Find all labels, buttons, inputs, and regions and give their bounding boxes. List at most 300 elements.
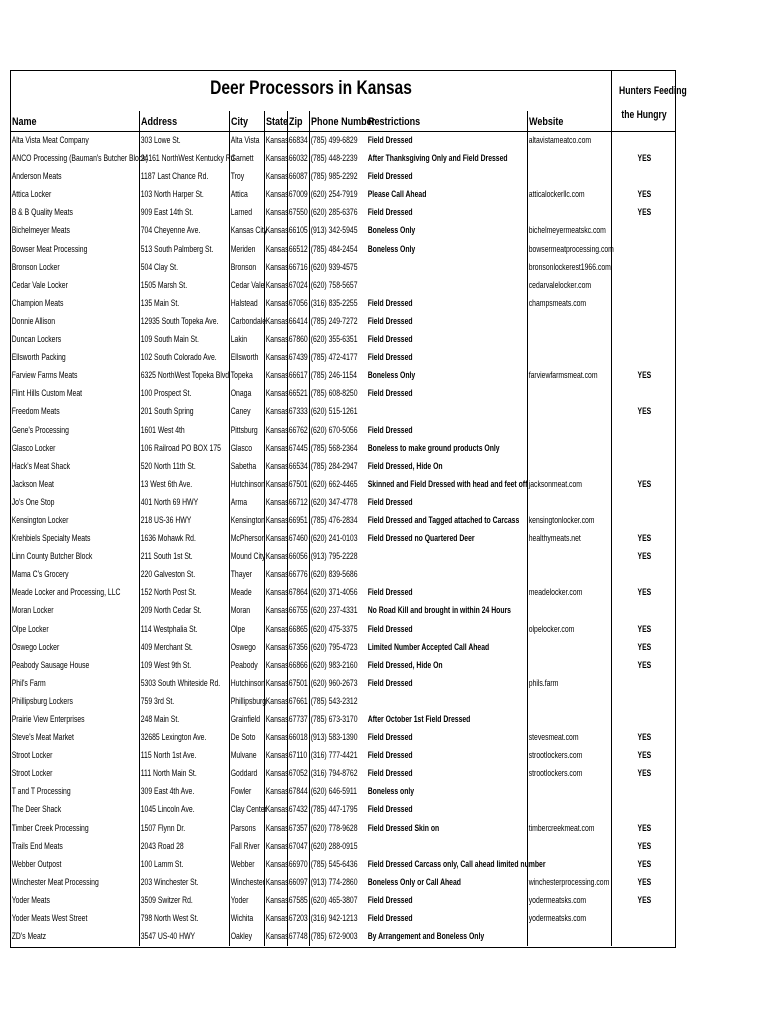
cell-city: Mulvane bbox=[229, 747, 264, 765]
cell-state: Kansas bbox=[264, 349, 287, 367]
cell-phone: (785) 484-2454 bbox=[309, 241, 367, 259]
cell-phone: (620) 475-3375 bbox=[309, 621, 367, 639]
cell-city: Phillipsburg bbox=[229, 693, 264, 711]
cell-phone: (620) 646-5911 bbox=[309, 783, 367, 801]
cell-website bbox=[527, 331, 611, 349]
cell-state: Kansas bbox=[264, 313, 287, 331]
table-row bbox=[11, 693, 676, 711]
cell-name: Jo's One Stop bbox=[11, 496, 55, 508]
cell-hfh: YES bbox=[611, 820, 676, 838]
cell-name: B & B Quality Meats bbox=[11, 207, 73, 219]
cell-state: Kansas bbox=[264, 657, 287, 675]
header-zip: Zip bbox=[287, 111, 309, 131]
cell-name: ZD's Meatz bbox=[11, 931, 47, 943]
cell-hfh bbox=[611, 222, 676, 240]
cell-phone: (785) 545-6436 bbox=[309, 856, 367, 874]
cell-name: Meade Locker and Processing, LLC bbox=[11, 587, 121, 599]
cell-state: Kansas bbox=[264, 729, 287, 747]
cell-restrictions: Field Dressed bbox=[367, 750, 413, 762]
cell-zip: 66617 bbox=[287, 367, 309, 385]
cell-city: Glasco bbox=[229, 440, 264, 458]
cell-address: 220 Galveston St. bbox=[139, 566, 229, 584]
cell-state: Kansas bbox=[264, 458, 287, 476]
cell-name: Duncan Lockers bbox=[11, 334, 62, 346]
cell-hfh bbox=[611, 132, 676, 150]
cell-hfh: YES bbox=[611, 838, 676, 856]
cell-address: 211 South 1st St. bbox=[139, 548, 229, 566]
cell-restrictions: No Road Kill and brought in within 24 Hours bbox=[367, 605, 511, 617]
cell-city: Yoder bbox=[229, 892, 264, 910]
cell-city: Mound City bbox=[229, 548, 264, 566]
cell-address: 135 Main St. bbox=[139, 295, 229, 313]
cell-restrictions bbox=[367, 693, 527, 711]
table-body bbox=[11, 132, 676, 946]
cell-name: Cedar Vale Locker bbox=[11, 279, 68, 291]
header-restrictions: Restrictions bbox=[368, 116, 421, 128]
cell-address: 218 US-36 HWY bbox=[139, 512, 229, 530]
cell-address: 114 Westphalia St. bbox=[139, 621, 229, 639]
cell-name: Stroot Locker bbox=[11, 750, 53, 762]
cell-restrictions: Field Dressed bbox=[367, 171, 413, 183]
cell-restrictions: Field Dressed bbox=[367, 297, 413, 309]
cell-hfh bbox=[611, 711, 676, 729]
cell-restrictions: Boneless only bbox=[367, 786, 415, 798]
cell-restrictions: Field Dressed bbox=[367, 424, 413, 436]
cell-phone: (620) 983-2160 bbox=[309, 657, 367, 675]
cell-address: 32685 Lexington Ave. bbox=[139, 729, 229, 747]
cell-state: Kansas bbox=[264, 259, 287, 277]
cell-phone: (620) 795-4723 bbox=[309, 639, 367, 657]
cell-zip: 67333 bbox=[287, 403, 309, 421]
cell-name: Yoder Meats bbox=[11, 894, 50, 906]
cell-city: Garnett bbox=[229, 150, 264, 168]
header-state: State bbox=[264, 111, 287, 131]
cell-hfh: YES bbox=[611, 657, 676, 675]
cell-address: 109 South Main St. bbox=[139, 331, 229, 349]
cell-city: Carbondale bbox=[229, 313, 264, 331]
cell-website: olpelocker.com bbox=[527, 621, 611, 639]
table-row bbox=[11, 530, 676, 548]
cell-zip: 67844 bbox=[287, 783, 309, 801]
cell-address: 504 Clay St. bbox=[139, 259, 229, 277]
cell-city: Kensington bbox=[229, 512, 264, 530]
hunters-feeding-header-line1: Hunters Feeding bbox=[619, 85, 687, 97]
cell-zip: 66534 bbox=[287, 458, 309, 476]
cell-website: atticalockerllc.com bbox=[527, 186, 611, 204]
cell-zip: 67460 bbox=[287, 530, 309, 548]
cell-address: 5303 South Whiteside Rd. bbox=[139, 675, 229, 693]
cell-zip: 66834 bbox=[287, 132, 309, 150]
cell-name: Moran Locker bbox=[11, 605, 54, 617]
cell-state: Kansas bbox=[264, 494, 287, 512]
table-row bbox=[11, 657, 676, 675]
cell-zip: 66056 bbox=[287, 548, 309, 566]
cell-city: Thayer bbox=[229, 566, 264, 584]
cell-phone: (785) 249-7272 bbox=[309, 313, 367, 331]
cell-hfh bbox=[611, 349, 676, 367]
table-row bbox=[11, 584, 676, 602]
cell-hfh: YES bbox=[611, 548, 676, 566]
cell-address: 3547 US-40 HWY bbox=[139, 928, 229, 946]
cell-name: Bichelmeyer Meats bbox=[11, 225, 70, 237]
cell-name: Alta Vista Meat Company bbox=[11, 135, 89, 146]
cell-zip: 67356 bbox=[287, 639, 309, 657]
cell-name: Kensington Locker bbox=[11, 514, 69, 526]
cell-hfh bbox=[611, 241, 676, 259]
cell-city: Troy bbox=[229, 168, 264, 186]
cell-hfh: YES bbox=[611, 892, 676, 910]
table-row bbox=[11, 765, 676, 783]
cell-hfh bbox=[611, 693, 676, 711]
cell-address: 520 North 11th St. bbox=[139, 458, 229, 476]
cell-zip: 66866 bbox=[287, 657, 309, 675]
cell-restrictions: Field Dressed bbox=[367, 623, 413, 635]
cell-website: bowsermeatprocessing.com bbox=[527, 241, 611, 259]
title-row bbox=[11, 71, 611, 111]
table-row bbox=[11, 132, 676, 150]
cell-website: yodermeatsks.com bbox=[527, 892, 611, 910]
cell-address: 111 North Main St. bbox=[139, 765, 229, 783]
cell-phone: (620) 778-9628 bbox=[309, 820, 367, 838]
cell-name: Attica Locker bbox=[11, 189, 52, 201]
cell-name: Trails End Meats bbox=[11, 840, 63, 852]
cell-city: Grainfield bbox=[229, 711, 264, 729]
cell-address: 3509 Switzer Rd. bbox=[139, 892, 229, 910]
table-row bbox=[11, 494, 676, 512]
table-row bbox=[11, 150, 676, 168]
cell-city: Alta Vista bbox=[229, 132, 264, 150]
cell-state: Kansas bbox=[264, 566, 287, 584]
cell-state: Kansas bbox=[264, 928, 287, 946]
cell-website bbox=[527, 801, 611, 819]
table-row bbox=[11, 801, 676, 819]
cell-phone: (620) 960-2673 bbox=[309, 675, 367, 693]
cell-website: strootlockers.com bbox=[527, 747, 611, 765]
cell-website: jacksonmeat.com bbox=[527, 476, 611, 494]
cell-address: 201 South Spring bbox=[139, 403, 229, 421]
cell-zip: 67203 bbox=[287, 910, 309, 928]
cell-city: Oakley bbox=[229, 928, 264, 946]
cell-hfh bbox=[611, 566, 676, 584]
cell-name: Timber Creek Processing bbox=[11, 822, 89, 834]
cell-phone: (620) 839-5686 bbox=[309, 566, 367, 584]
table-row bbox=[11, 838, 676, 856]
cell-zip: 67432 bbox=[287, 801, 309, 819]
cell-city: McPherson bbox=[229, 530, 264, 548]
cell-zip: 66970 bbox=[287, 856, 309, 874]
cell-hfh bbox=[611, 295, 676, 313]
cell-hfh bbox=[611, 168, 676, 186]
table-row bbox=[11, 186, 676, 204]
cell-website bbox=[527, 385, 611, 403]
cell-zip: 67445 bbox=[287, 440, 309, 458]
cell-city: Wichita bbox=[229, 910, 264, 928]
cell-state: Kansas bbox=[264, 512, 287, 530]
cell-hfh: YES bbox=[611, 584, 676, 602]
cell-city: Onaga bbox=[229, 385, 264, 403]
cell-address: 24161 NorthWest Kentucky Rd bbox=[139, 150, 229, 168]
cell-restrictions: Field Dressed and Tagged attached to Carcass bbox=[367, 514, 520, 526]
table-row bbox=[11, 403, 676, 421]
table-row bbox=[11, 820, 676, 838]
cell-city: Goddard bbox=[229, 765, 264, 783]
cell-phone: (620) 347-4778 bbox=[309, 494, 367, 512]
cell-address: 115 North 1st Ave. bbox=[139, 747, 229, 765]
cell-restrictions: Field Dressed bbox=[367, 315, 413, 327]
table-row bbox=[11, 476, 676, 494]
cell-city: Kansas City bbox=[229, 222, 264, 240]
header-phone: Phone Number bbox=[309, 111, 367, 131]
cell-zip: 66105 bbox=[287, 222, 309, 240]
table-row bbox=[11, 602, 676, 620]
cell-city: Caney bbox=[229, 403, 264, 421]
table-row bbox=[11, 440, 676, 458]
cell-name: ANCO Processing (Bauman's Butcher Block) bbox=[11, 153, 148, 165]
cell-address: 1045 Lincoln Ave. bbox=[139, 801, 229, 819]
cell-restrictions: Field Dressed bbox=[367, 352, 413, 364]
cell-hfh: YES bbox=[611, 204, 676, 222]
cell-city: Fall River bbox=[229, 838, 264, 856]
cell-hfh bbox=[611, 440, 676, 458]
table-row bbox=[11, 729, 676, 747]
cell-zip: 66762 bbox=[287, 422, 309, 440]
cell-state: Kansas bbox=[264, 693, 287, 711]
cell-state: Kansas bbox=[264, 892, 287, 910]
page-title: Deer Processors in Kansas bbox=[210, 78, 412, 99]
cell-city: Meriden bbox=[229, 241, 264, 259]
cell-name: Gene's Processing bbox=[11, 424, 69, 436]
cell-state: Kansas bbox=[264, 747, 287, 765]
cell-hfh bbox=[611, 783, 676, 801]
cell-website: stevesmeat.com bbox=[527, 729, 611, 747]
cell-state: Kansas bbox=[264, 820, 287, 838]
cell-restrictions bbox=[367, 277, 527, 295]
cell-hfh bbox=[611, 259, 676, 277]
table-row bbox=[11, 711, 676, 729]
cell-name: Phil's Farm bbox=[11, 677, 46, 689]
cell-address: 1601 West 4th bbox=[139, 422, 229, 440]
cell-state: Kansas bbox=[264, 838, 287, 856]
table-row bbox=[11, 910, 676, 928]
cell-website: kensingtonlocker.com bbox=[527, 512, 611, 530]
cell-name: Farview Farms Meats bbox=[11, 370, 78, 382]
cell-phone: (913) 342-5945 bbox=[309, 222, 367, 240]
cell-name: The Deer Shack bbox=[11, 804, 62, 816]
cell-hfh bbox=[611, 675, 676, 693]
cell-state: Kansas bbox=[264, 621, 287, 639]
cell-hfh bbox=[611, 494, 676, 512]
cell-restrictions: Field Dressed bbox=[367, 207, 413, 219]
cell-phone: (316) 777-4421 bbox=[309, 747, 367, 765]
cell-address: 1187 Last Chance Rd. bbox=[139, 168, 229, 186]
cell-website: champsmeats.com bbox=[527, 295, 611, 313]
cell-address: 209 North Cedar St. bbox=[139, 602, 229, 620]
cell-website bbox=[527, 440, 611, 458]
cell-city: Parsons bbox=[229, 820, 264, 838]
cell-website bbox=[527, 783, 611, 801]
cell-restrictions: Field Dressed bbox=[367, 768, 413, 780]
table-row bbox=[11, 367, 676, 385]
cell-website bbox=[527, 711, 611, 729]
cell-restrictions: After Thanksgiving Only and Field Dressed bbox=[367, 153, 508, 165]
table-row bbox=[11, 241, 676, 259]
cell-hfh: YES bbox=[611, 530, 676, 548]
cell-city: Meade bbox=[229, 584, 264, 602]
cell-state: Kansas bbox=[264, 204, 287, 222]
cell-name: Stroot Locker bbox=[11, 768, 53, 780]
table-row bbox=[11, 331, 676, 349]
cell-state: Kansas bbox=[264, 874, 287, 892]
cell-website: yodermeatsks.com bbox=[527, 910, 611, 928]
cell-state: Kansas bbox=[264, 277, 287, 295]
cell-website bbox=[527, 313, 611, 331]
cell-phone: (620) 237-4331 bbox=[309, 602, 367, 620]
cell-phone: (913) 583-1390 bbox=[309, 729, 367, 747]
cell-phone: (620) 662-4465 bbox=[309, 476, 367, 494]
cell-restrictions: Boneless Only bbox=[367, 225, 416, 237]
hunters-feeding-header-line2: the Hungry bbox=[621, 109, 667, 121]
cell-name: Bowser Meat Processing bbox=[11, 243, 88, 255]
cell-address: 109 West 9th St. bbox=[139, 657, 229, 675]
cell-hfh: YES bbox=[611, 856, 676, 874]
cell-name: Hack's Meat Shack bbox=[11, 460, 71, 472]
cell-address: 303 Lowe St. bbox=[139, 132, 229, 150]
cell-city: De Soto bbox=[229, 729, 264, 747]
cell-address: 409 Merchant St. bbox=[139, 639, 229, 657]
cell-website bbox=[527, 349, 611, 367]
cell-website: timbercreekmeat.com bbox=[527, 820, 611, 838]
cell-hfh: YES bbox=[611, 403, 676, 421]
cell-phone: (785) 673-3170 bbox=[309, 711, 367, 729]
cell-name: Olpe Locker bbox=[11, 623, 49, 635]
cell-zip: 67661 bbox=[287, 693, 309, 711]
cell-restrictions: By Arrangement and Boneless Only bbox=[367, 931, 485, 943]
cell-city: Lakin bbox=[229, 331, 264, 349]
cell-website bbox=[527, 548, 611, 566]
cell-hfh bbox=[611, 801, 676, 819]
cell-zip: 67110 bbox=[287, 747, 309, 765]
cell-zip: 66521 bbox=[287, 385, 309, 403]
cell-city: Arma bbox=[229, 494, 264, 512]
cell-zip: 67550 bbox=[287, 204, 309, 222]
cell-restrictions: Field Dressed bbox=[367, 677, 413, 689]
cell-phone: (620) 241-0103 bbox=[309, 530, 367, 548]
cell-name: Yoder Meats West Street bbox=[11, 913, 88, 925]
cell-restrictions: After October 1st Field Dressed bbox=[367, 714, 471, 725]
cell-hfh bbox=[611, 910, 676, 928]
table-row bbox=[11, 639, 676, 657]
cell-state: Kansas bbox=[264, 403, 287, 421]
cell-city: Cedar Vale bbox=[229, 277, 264, 295]
cell-website bbox=[527, 693, 611, 711]
cell-phone: (316) 942-1213 bbox=[309, 910, 367, 928]
cell-city: Bronson bbox=[229, 259, 264, 277]
cell-name: Krehbiels Specialty Meats bbox=[11, 533, 91, 545]
cell-state: Kansas bbox=[264, 295, 287, 313]
header-city: City bbox=[229, 111, 264, 131]
cell-hfh: YES bbox=[611, 150, 676, 168]
cell-address: 203 Winchester St. bbox=[139, 874, 229, 892]
cell-address: 100 Prospect St. bbox=[139, 385, 229, 403]
cell-state: Kansas bbox=[264, 530, 287, 548]
cell-state: Kansas bbox=[264, 367, 287, 385]
cell-name: Jackson Meat bbox=[11, 478, 54, 490]
cell-name: Glasco Locker bbox=[11, 442, 56, 454]
cell-zip: 67056 bbox=[287, 295, 309, 313]
cell-restrictions: Boneless Only or Call Ahead bbox=[367, 876, 461, 888]
cell-hfh: YES bbox=[611, 367, 676, 385]
cell-city: Hutchinson bbox=[229, 675, 264, 693]
processor-table bbox=[10, 70, 687, 948]
cell-name: Flint Hills Custom Meat bbox=[11, 388, 83, 400]
cell-zip: 67748 bbox=[287, 928, 309, 946]
cell-website bbox=[527, 204, 611, 222]
cell-name: Ellsworth Packing bbox=[11, 352, 66, 364]
cell-state: Kansas bbox=[264, 639, 287, 657]
cell-restrictions: Field Dressed, Hide On bbox=[367, 659, 443, 671]
cell-city: Topeka bbox=[229, 367, 264, 385]
cell-address: 102 South Colorado Ave. bbox=[139, 349, 229, 367]
cell-state: Kansas bbox=[264, 584, 287, 602]
cell-phone: (620) 758-5657 bbox=[309, 277, 367, 295]
cell-hfh bbox=[611, 313, 676, 331]
cell-name: Linn County Butcher Block bbox=[11, 551, 93, 563]
cell-zip: 66087 bbox=[287, 168, 309, 186]
table-row bbox=[11, 566, 676, 584]
cell-address: 13 West 6th Ave. bbox=[139, 476, 229, 494]
cell-address: 909 East 14th St. bbox=[139, 204, 229, 222]
cell-zip: 67864 bbox=[287, 584, 309, 602]
cell-hfh bbox=[611, 602, 676, 620]
header-website: Website bbox=[527, 111, 611, 131]
cell-website bbox=[527, 928, 611, 946]
cell-state: Kansas bbox=[264, 856, 287, 874]
cell-state: Kansas bbox=[264, 385, 287, 403]
cell-phone: (620) 939-4575 bbox=[309, 259, 367, 277]
table-row bbox=[11, 747, 676, 765]
cell-phone: (785) 476-2834 bbox=[309, 512, 367, 530]
cell-name: Champion Meats bbox=[11, 297, 64, 309]
cell-website: cedarvalelocker.com bbox=[527, 277, 611, 295]
cell-state: Kansas bbox=[264, 602, 287, 620]
cell-state: Kansas bbox=[264, 331, 287, 349]
cell-phone: (785) 672-9003 bbox=[309, 928, 367, 946]
cell-restrictions: Boneless Only bbox=[367, 243, 416, 255]
cell-hfh: YES bbox=[611, 186, 676, 204]
cell-address: 152 North Post St. bbox=[139, 584, 229, 602]
cell-hfh: YES bbox=[611, 874, 676, 892]
cell-name: Mama C's Grocery bbox=[11, 569, 69, 581]
cell-zip: 66755 bbox=[287, 602, 309, 620]
cell-website bbox=[527, 566, 611, 584]
cell-city: Winchester bbox=[229, 874, 264, 892]
cell-phone: (620) 355-6351 bbox=[309, 331, 367, 349]
cell-restrictions: Field Dressed Carcass only, Call ahead limited number bbox=[367, 858, 546, 870]
table-row bbox=[11, 783, 676, 801]
cell-zip: 66018 bbox=[287, 729, 309, 747]
cell-state: Kansas bbox=[264, 801, 287, 819]
cell-hfh: YES bbox=[611, 747, 676, 765]
cell-phone: (785) 608-8250 bbox=[309, 385, 367, 403]
cell-phone: (620) 515-1261 bbox=[309, 403, 367, 421]
cell-city: Oswego bbox=[229, 639, 264, 657]
cell-hfh bbox=[611, 385, 676, 403]
table-row bbox=[11, 928, 676, 946]
cell-state: Kansas bbox=[264, 132, 287, 150]
cell-name: Steve's Meat Market bbox=[11, 732, 74, 744]
table-row bbox=[11, 313, 676, 331]
cell-phone: (785) 472-4177 bbox=[309, 349, 367, 367]
